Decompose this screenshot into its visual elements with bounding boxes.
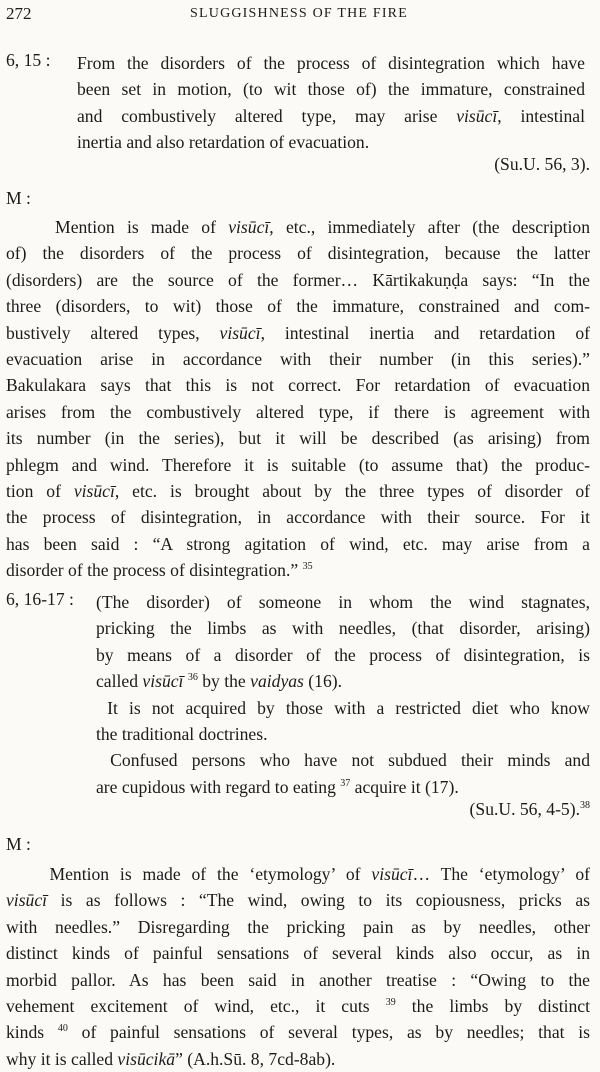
commentary-label: M : [6,834,31,854]
source-reference: (Su.U. 56, 3). [494,154,590,174]
verse-text: From the disorders of the process of disintegration which have been set in motion, (to wit those of) the immature, constrained and combustively altered type, may arise visūcī, intestinal inertia and also retardation of evacuation. [77,53,585,153]
source-reference: (Su.U. 56, 4-5).$^{38}$ [469,799,590,819]
commentary-text: Mention is made of visūcī, etc., immediately after (the description of) the disorders of the process of disintegration, because the latter (disorders) are the source of the former… Kārtikakuṇḍa says: “In the three (disorders, to wit) those of the immature, constrained and com- bustively altered types, visūcī, intestinal inertia and retardation of evacuation arise in accordance with their number (in this series).” Bakulakara says that this is not correct. For retardation of evacuation arises from the combustively altered type, if there is agreement with its number (in the series), but it will be described (as arising) from phlegm and wind. Therefore it is suitable (to assume that) the produc- tion of visūcī, etc. is brought about by the three types of disorder of the process of disintegration, in accordance with their source. For it has been said : “A strong agitation of wind, etc. may arise from a disorder of the process of disintegration.” $^{35}$ [6,217,590,581]
page-header [6,4,592,26]
running-title: SLUGGISHNESS OF THE FIRE [190,6,408,21]
footnote-mark: 37 [340,777,351,789]
verse-number: 6, 15 : [6,50,51,70]
footnote-mark: 35 [302,561,313,573]
commentary-text: Mention is made of the ‘etymology’ of visūcī… The ‘etymology’ of visūcī is as follows : “The wind, owing to its copiousness, pricks as with needles.” Disregarding the pricking pain as by needles, other distinct kinds of painful sensations of several kinds also occur, as in morbid pallor. As has been said in another treatise : “Owing to the vehement excitement of wind, etc., it cuts $^{39}$ the limbs by distinct kinds $^{40}$ of painful sensations of several types, as by needles; that is why it is called visūcikā” (A.h.Sū. 8, 7cd-8ab). [6,864,591,1069]
footnote-mark: 39 [385,997,396,1009]
footnote-mark: 36 [187,672,198,684]
footnote-mark: 40 [57,1023,68,1035]
commentary-label: M : [6,188,31,208]
footnote-mark: 38 [580,800,590,812]
verse-text: (The disorder) of someone in whom the wind stagnates, pricking the limbs as with needles, (that disorder, arising) by means of a disorder of the process of disintegration, is called visūcī $^{36}$ by the vaidyas (16). It is not acquired by those with a restricted diet who know the traditional doctrines. Confused persons who have not subdued their minds and are cupidous with regard to eating $^{37}$ acquire it (17). [96,592,590,797]
page-number: 272 [6,4,32,23]
verse-number: 6, 16-17 : [6,589,74,609]
